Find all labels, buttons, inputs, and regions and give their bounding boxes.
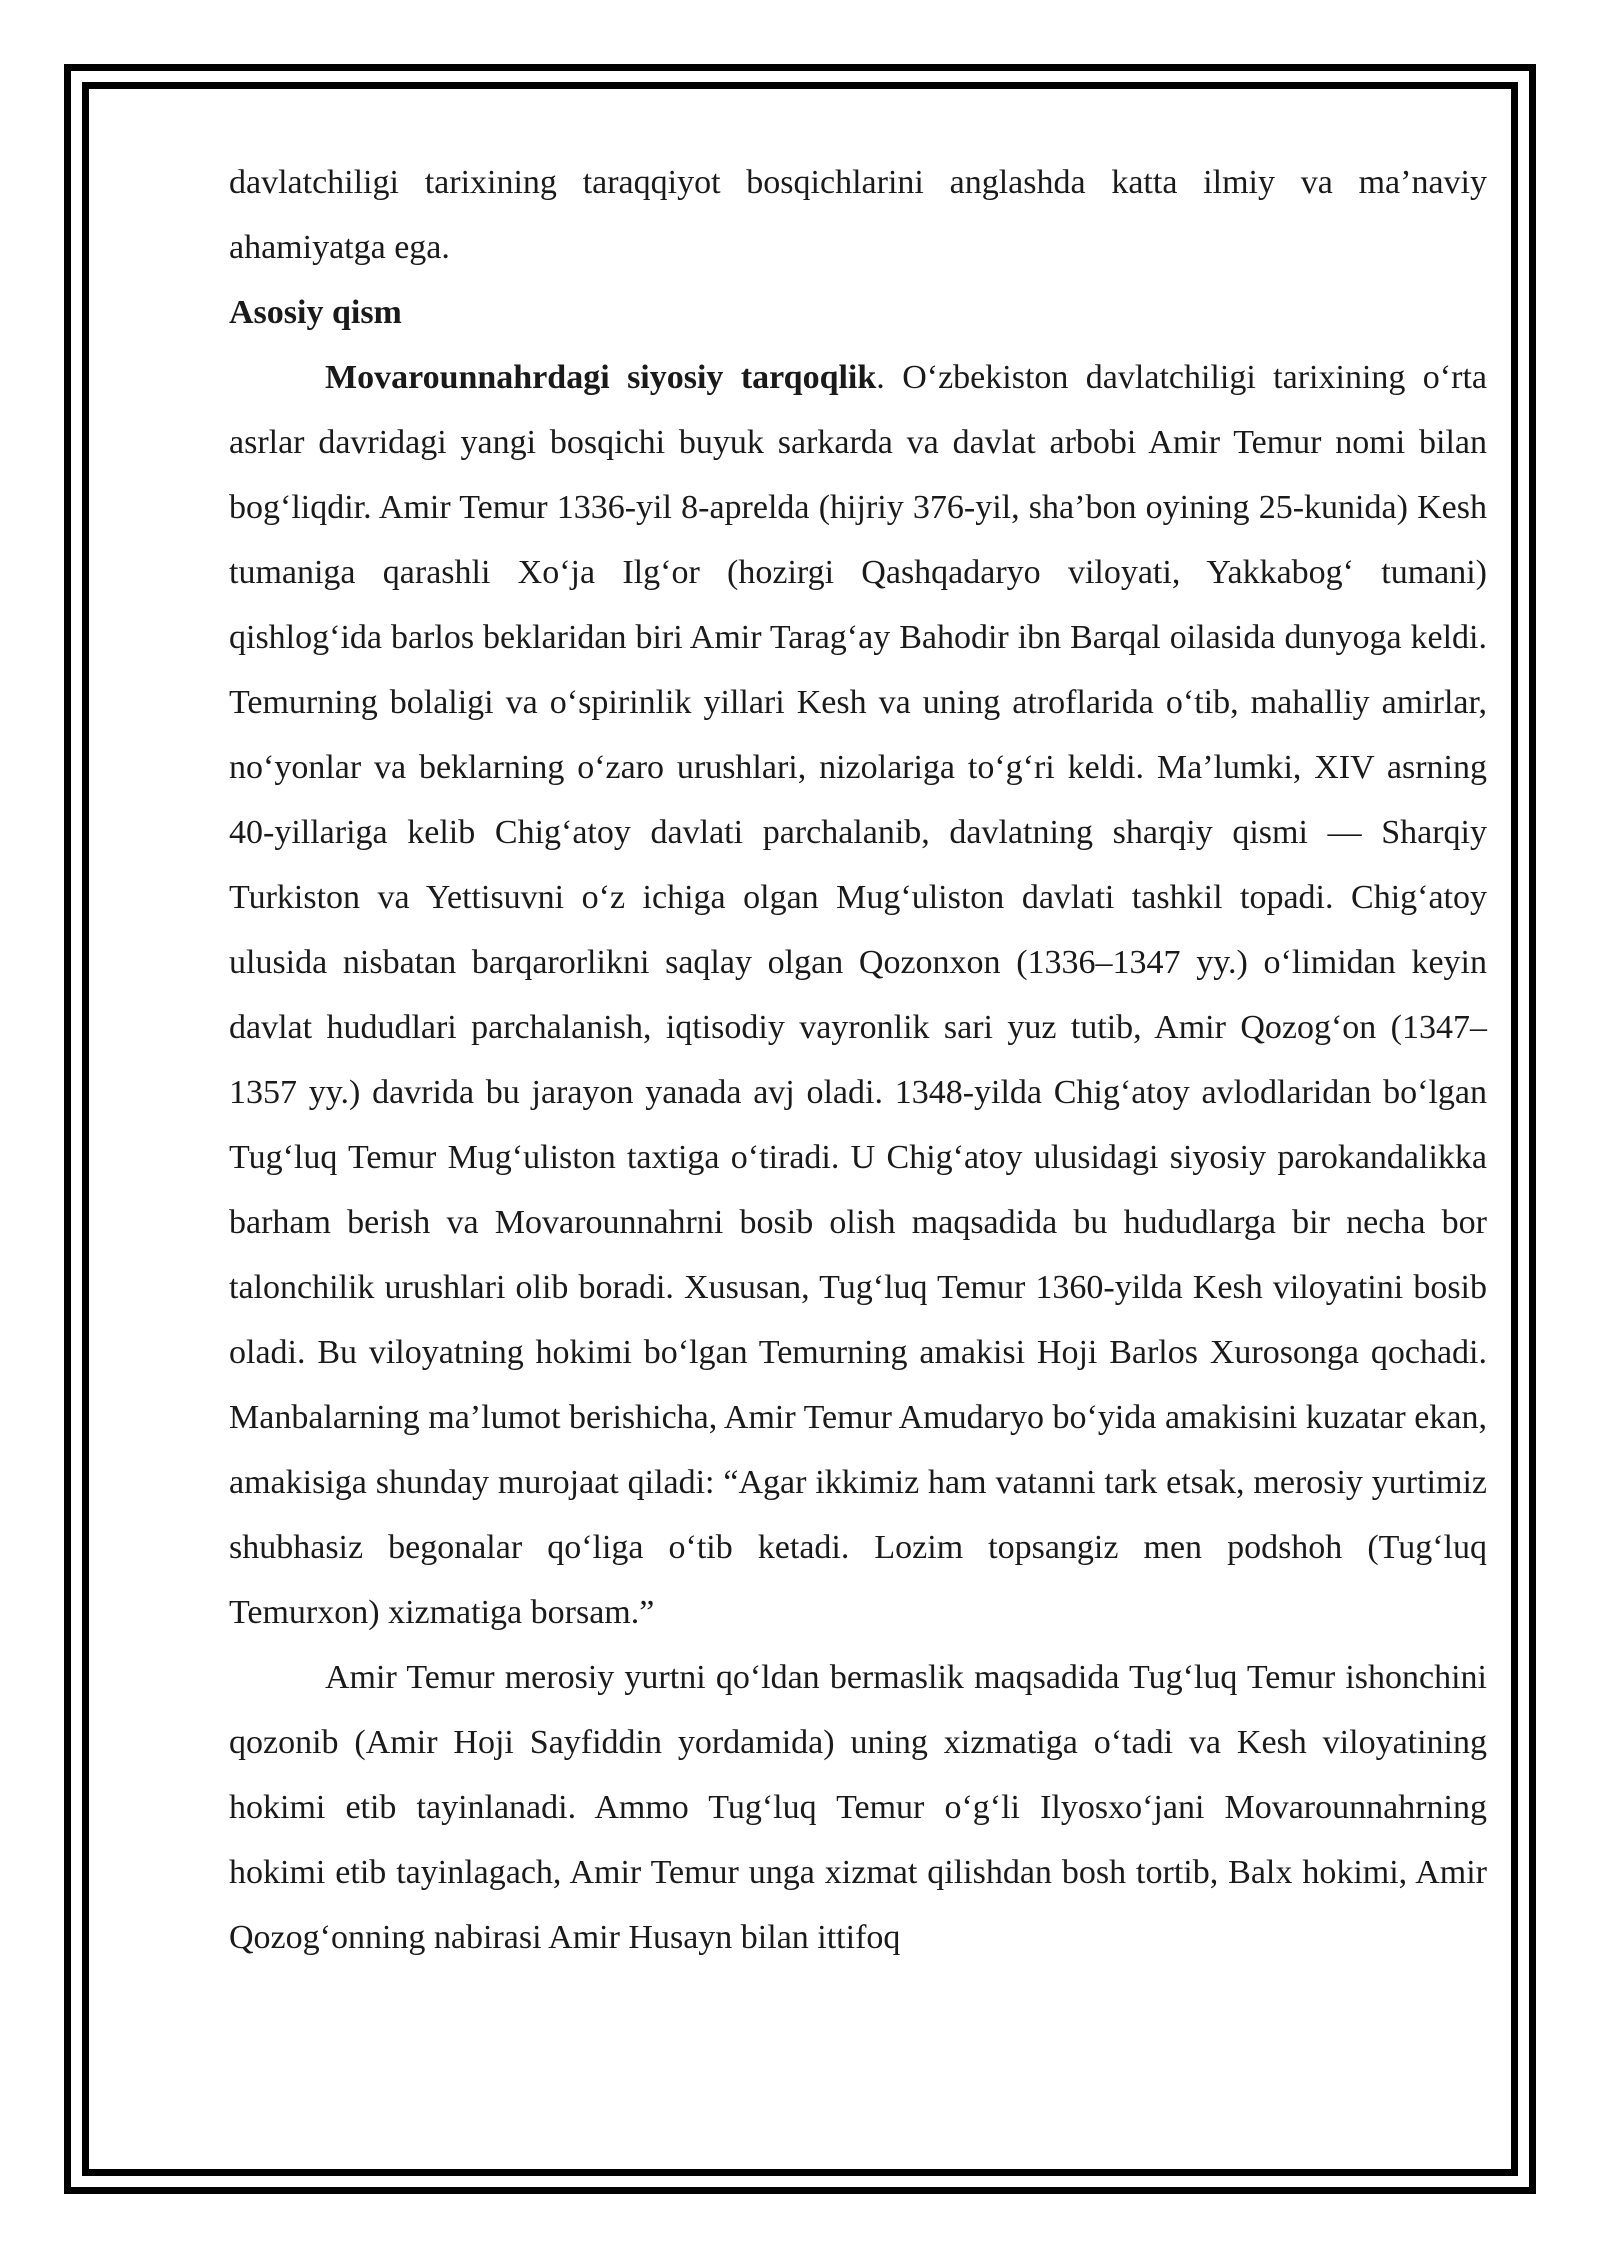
paragraph-1-text: . O‘zbekiston davlatchiligi tarixining o‘rta asrlar davridagi yangi bosqichi buyuk sarkarda va davlat arbobi Amir Temur nomi bilan bog‘liqdir. Amir Temur 1336-yil 8-aprelda (hijriy 376-yil, sha’bon oyining 25-kunida) Kesh tumaniga qarashli Xo‘ja Ilg‘or (hozirgi Qashqadaryo viloyati, Yakkabog‘ tumani) qishlog‘ida barlos beklaridan biri Amir Tarag‘ay Bahodir ibn Barqal oilasida dunyoga keldi. Temurning bolaligi va o‘spirinlik yillari Kesh va uning atroflarida o‘tib, mahalliy amirlar, no‘yonlar va beklarning o‘zaro urushlari, nizolariga to‘g‘ri keldi. Ma’lumki, XIV asrning 40-yillariga kelib Chig‘atoy davlati parchalanib, davlatning sharqiy qismi — Sharqiy Turkiston va Yettisuvni o‘z ichiga olgan Mug‘uliston davlati tashkil topadi. Chig‘atoy ulusida nisbatan barqarorlikni saqlay olgan Qozonxon (1336–1347 yy.) o‘limidan keyin davlat hududlari parchalanish, iqtisodiy vayronlik sari yuz tutib, Amir Qozog‘on (1347–1357 yy.) davrida bu jarayon yanada avj oladi. 1348-yilda Chig‘atoy avlodlaridan bo‘lgan Tug‘luq Temur Mug‘uliston taxtiga o‘tiradi. U Chig‘atoy ulusidagi siyosiy parokandalikka barham berish va Movarounnahrni bosib olish maqsadida bu hududlarga bir necha bor talonchilik urushlari olib boradi. Xususan, Tug‘luq Temur 1360-yilda Kesh viloyatini bosib oladi. Bu viloyatning hokimi bo‘lgan Temurning amakisi Hoji Barlos Xurosonga qochadi. Manbalarning ma’lumot berishicha, Amir Temur Amudaryo bo‘yida amakisini kuzatar ekan, amakisiga shunday murojaat qiladi: “Agar ikkimiz ham vatanni tark etsak, merosiy yurtimiz shubhasiz begonalar qo‘liga o‘tib ketadi. Lozim topsangiz men podshoh (Tug‘luq Temurxon) xizmatiga borsam.”	[229, 359, 1487, 1631]
section-heading: Asosiy qism	[229, 294, 402, 331]
document-body	[229, 150, 1487, 1970]
paragraph-continuation: davlatchiligi tarixining taraqqiyot bosqichlarini anglashda katta ilmiy va ma’naviy ahamiyatga ega.	[229, 164, 1487, 266]
paragraph-1	[229, 345, 1487, 1645]
paragraph-2: Amir Temur merosiy yurtni qo‘ldan bermaslik maqsadida Tug‘luq Temur ishonchini qozonib (Amir Hoji Sayfiddin yordamida) uning xizmatiga o‘tadi va Kesh viloyatining hokimi etib tayinlanadi. Ammo Tug‘luq Temur o‘g‘li Ilyosxo‘jani Movarounnahrning hokimi etib tayinlagach, Amir Temur unga xizmat qilishdan bosh tortib, Balx hokimi, Amir Qozog‘onning nabirasi Amir Husayn bilan ittifoq	[229, 1659, 1487, 1956]
paragraph-1-lead: Movarounnahrdagi siyosiy tarqoqlik	[325, 359, 877, 396]
